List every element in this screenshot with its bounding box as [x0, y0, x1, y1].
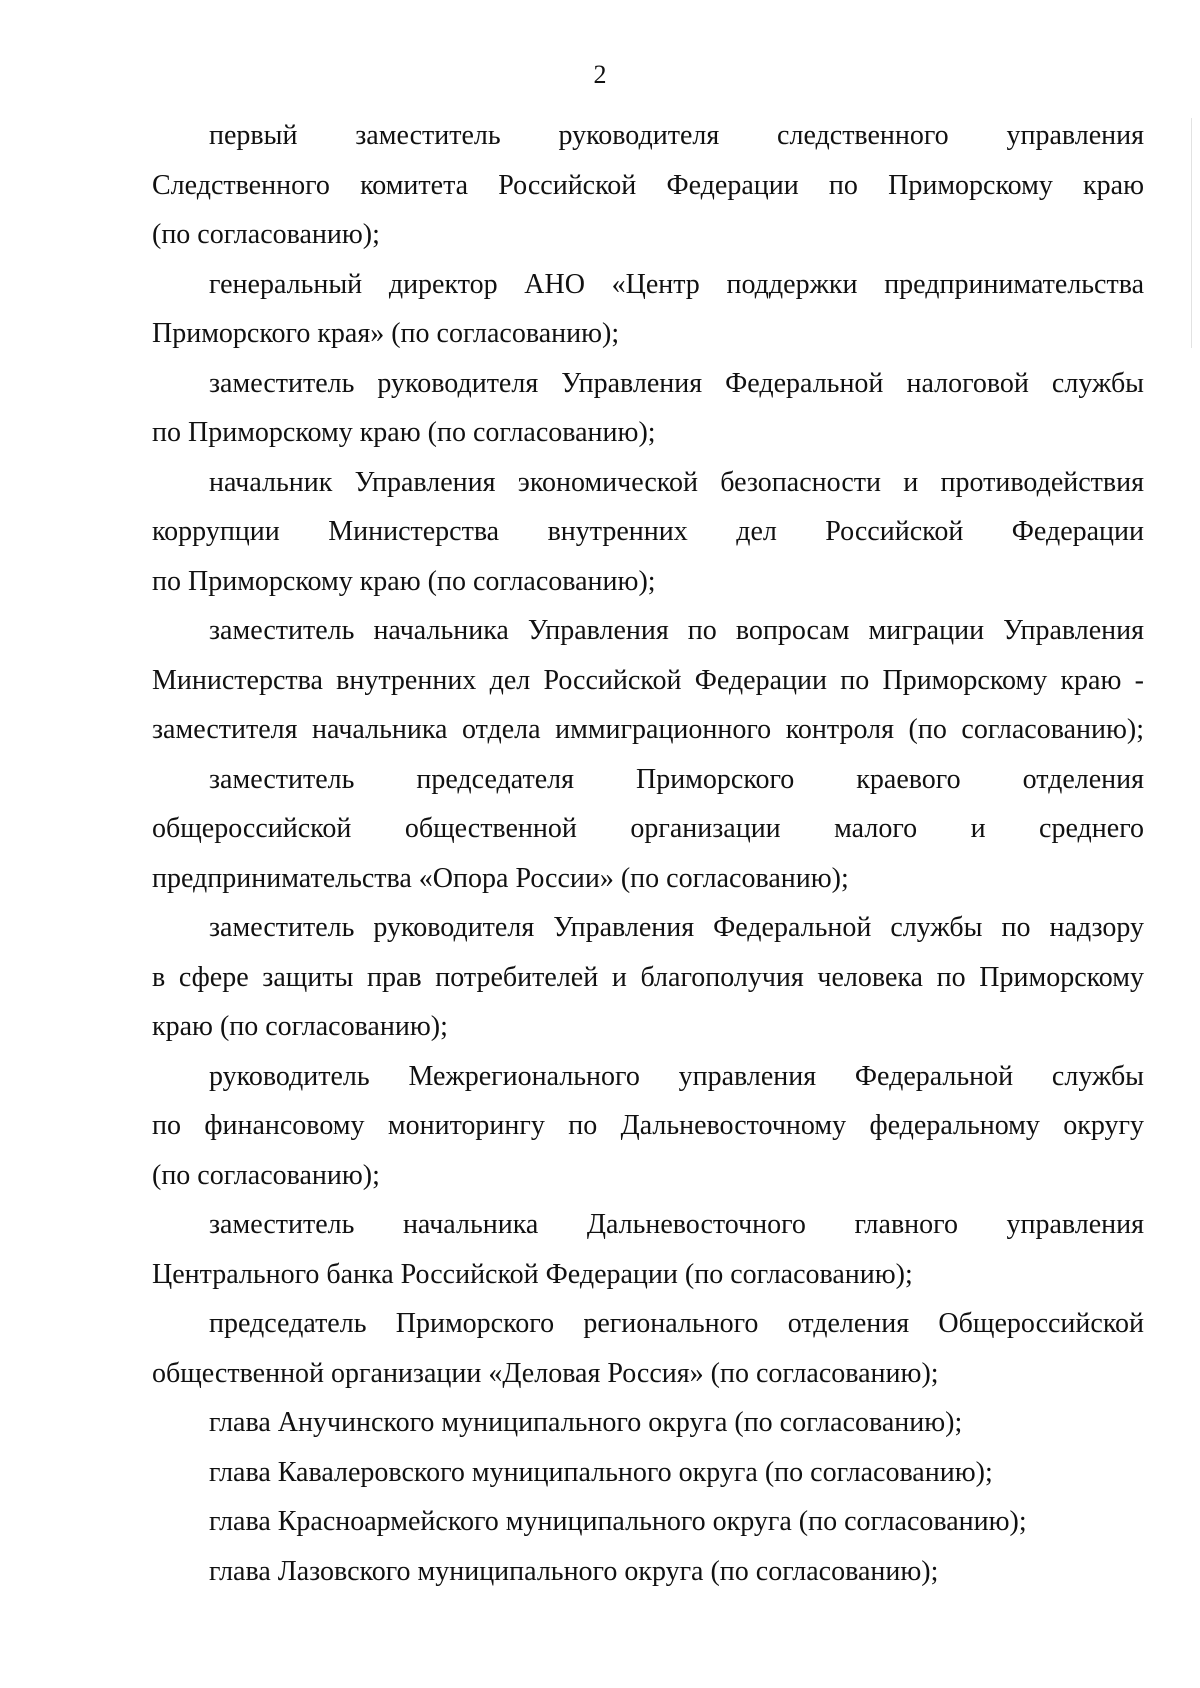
- paragraph: [152, 1299, 1144, 1398]
- text-line: заместитель руководителя Управления Федеральной налоговой службы: [209, 367, 1144, 399]
- text-line: общероссийской общественной организации малого и среднего: [152, 813, 1144, 844]
- text-line: председатель Приморского регионального отделения Общероссийской: [209, 1308, 1144, 1339]
- paragraph: [152, 359, 1144, 458]
- text-line: заместитель руководителя Управления Федеральной службы по надзору: [209, 912, 1144, 943]
- text-line: краю (по согласованию);: [152, 1011, 448, 1042]
- text-line: глава Красноармейского муниципального округа (по согласованию);: [209, 1506, 1027, 1537]
- text-line: по финансовому мониторингу по Дальневосточному федеральному округу: [152, 1110, 1144, 1141]
- document-body: [152, 111, 1144, 1596]
- text-line: Центрального банка Российской Федерации (по согласованию);: [152, 1258, 913, 1290]
- text-line: по Приморскому краю (по согласованию);: [152, 417, 656, 448]
- text-line: (по согласованию);: [152, 1159, 380, 1191]
- paragraph: [152, 1200, 1144, 1299]
- text-line: предпринимательства «Опора России» (по согласованию);: [152, 862, 849, 894]
- paragraph: [152, 1052, 1144, 1201]
- paragraph: [152, 1398, 1144, 1448]
- paragraph: [152, 1497, 1144, 1547]
- text-line: глава Кавалеровского муниципального округа (по согласованию);: [209, 1456, 993, 1488]
- text-line: Следственного комитета Российской Федерации по Приморскому краю: [152, 169, 1144, 201]
- paragraph: [152, 458, 1144, 607]
- paragraph: [152, 1448, 1144, 1498]
- paragraph: [152, 260, 1144, 359]
- text-line: начальник Управления экономической безопасности и противодействия: [209, 466, 1144, 498]
- text-line: заместитель начальника Дальневосточного главного управления: [209, 1209, 1144, 1240]
- text-line: коррупции Министерства внутренних дел Российской Федерации: [152, 516, 1144, 547]
- paragraph: [152, 111, 1144, 260]
- text-line: (по согласованию);: [152, 219, 380, 250]
- paragraph: [152, 606, 1144, 755]
- text-line: глава Анучинского муниципального округа (по согласованию);: [209, 1407, 963, 1438]
- page-number: 2: [593, 60, 607, 89]
- text-line: в сфере защиты прав потребителей и благополучия человека по Приморскому: [152, 961, 1144, 993]
- paragraph: [152, 903, 1144, 1052]
- text-line: заместителя начальника отдела иммиграционного контроля (по согласованию);: [152, 714, 1144, 745]
- text-line: первый заместитель руководителя следственного управления: [209, 120, 1144, 151]
- text-line: по Приморскому краю (по согласованию);: [152, 565, 656, 597]
- scan-edge-mark: [1191, 118, 1192, 348]
- text-line: Приморского края» (по согласованию);: [152, 318, 620, 349]
- text-line: заместитель председателя Приморского краевого отделения: [209, 763, 1144, 795]
- text-line: заместитель начальника Управления по вопросам миграции Управления: [209, 615, 1144, 646]
- text-line: генеральный директор АНО «Центр поддержки предпринимательства: [209, 268, 1144, 300]
- paragraph: [152, 1547, 1144, 1597]
- text-line: глава Лазовского муниципального округа (по согласованию);: [209, 1555, 939, 1587]
- text-line: общественной организации «Деловая Россия» (по согласованию);: [152, 1357, 939, 1389]
- text-line: руководитель Межрегионального управления Федеральной службы: [209, 1060, 1144, 1092]
- paragraph: [152, 755, 1144, 904]
- text-line: Министерства внутренних дел Российской Федерации по Приморскому краю -: [152, 664, 1144, 696]
